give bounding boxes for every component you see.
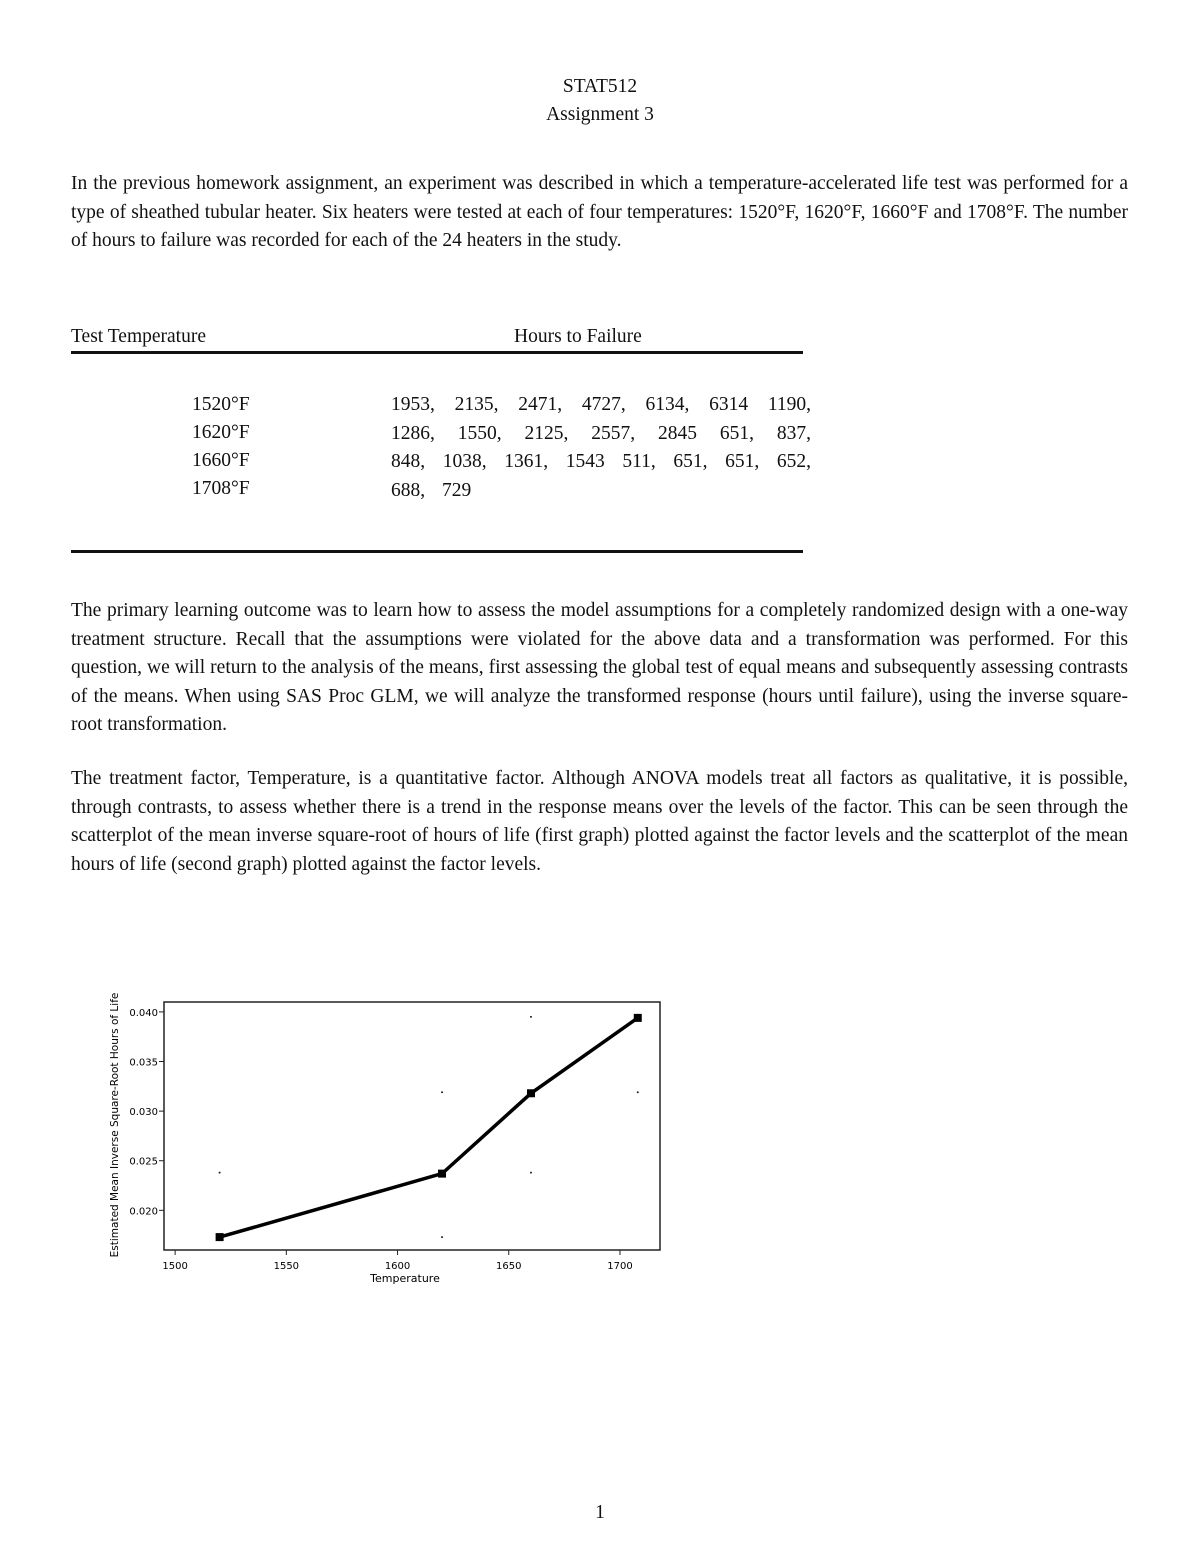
table-bottom-rule xyxy=(71,550,803,553)
mean-line xyxy=(220,1018,638,1237)
assignment-title: Assignment 3 xyxy=(546,104,654,125)
x-tick-label: 1650 xyxy=(496,1261,522,1272)
learning-outcome-paragraph: The primary learning outcome was to learn how to assess the model assumptions for a completely randomized design with a one-way treatment structure. Recall that the assumptions were violated for the above data and a transformation was performed. For this question, we will return to the analysis of the means, first assessing the global test of equal means and subsequently assessing contrasts of the means. When using SAS Proc GLM, we will analyze the transformed response (hours until failure), using the inverse square-root transformation. xyxy=(71,600,1128,735)
y-tick-label: 0.020 xyxy=(129,1206,158,1218)
y-tick-label: 0.035 xyxy=(129,1057,158,1069)
minor-point xyxy=(441,1091,443,1093)
temp-1620: 1620°F xyxy=(192,422,250,443)
temp-1708: 1708°F xyxy=(192,478,250,499)
minor-point xyxy=(530,1172,532,1174)
intro-paragraph: In the previous homework assignment, an experiment was described in which a temperature-accelerated life test was performed for a type of sheathed tubular heater. Six heaters were tested at each of four temperatures: 1520°F, 1620°F, 1660°F and 1708°F. The number of hours to failure was recorded for each of the 24 heaters in the study. xyxy=(71,173,1128,251)
mean-point xyxy=(216,1233,224,1241)
mean-point xyxy=(634,1014,642,1022)
x-tick-label: 1550 xyxy=(273,1261,300,1272)
hours-values: 1953, 2135, 2471, 4727, 6134, 6314 1190, 1286, 1550, 2125, 2557, 2845 651, 837, 848, 1038, 1361, 1543 511, 651, 651, 652, 688, 729 xyxy=(391,394,811,501)
temp-1660: 1660°F xyxy=(192,450,250,471)
mean-inverse-sqrt-chart xyxy=(0,970,700,1300)
y-tick-label: 0.030 xyxy=(129,1107,158,1119)
minor-point xyxy=(441,1236,443,1238)
treatment-factor-paragraph: The treatment factor, Temperature, is a quantitative factor. Although ANOVA models treat all factors as qualitative, it is possible, through contrasts, to assess whether there is a trend in the response means over the levels of the factor. This can be seen through the scatterplot of the mean inverse square-root of hours of life (first graph) plotted against the factor levels and the scatterplot of the mean hours of life (second graph) plotted against the factor levels. xyxy=(71,768,1128,875)
x-tick-label: 1700 xyxy=(607,1261,633,1272)
page-number: 1 xyxy=(595,1502,605,1523)
temp-1520: 1520°F xyxy=(192,394,250,415)
y-tick-label: 0.025 xyxy=(129,1156,158,1168)
mean-point xyxy=(527,1089,535,1097)
mean-point xyxy=(438,1170,446,1178)
plot-frame xyxy=(164,1002,660,1250)
x-tick-label: 1500 xyxy=(162,1261,188,1272)
y-tick-label: 0.040 xyxy=(129,1007,158,1019)
minor-point xyxy=(219,1172,221,1174)
y-axis-label: Estimated Mean Inverse Square-Root Hours of Life xyxy=(109,992,121,1258)
minor-point xyxy=(637,1091,639,1093)
header-test-temperature: Test Temperature xyxy=(71,326,206,347)
minor-point xyxy=(530,1016,532,1018)
x-axis-label: Temperature xyxy=(370,1272,440,1285)
course-title: STAT512 xyxy=(562,76,638,97)
header-hours-to-failure: Hours to Failure xyxy=(514,326,642,347)
x-tick-label: 1600 xyxy=(384,1261,411,1272)
table-top-rule xyxy=(71,351,803,354)
